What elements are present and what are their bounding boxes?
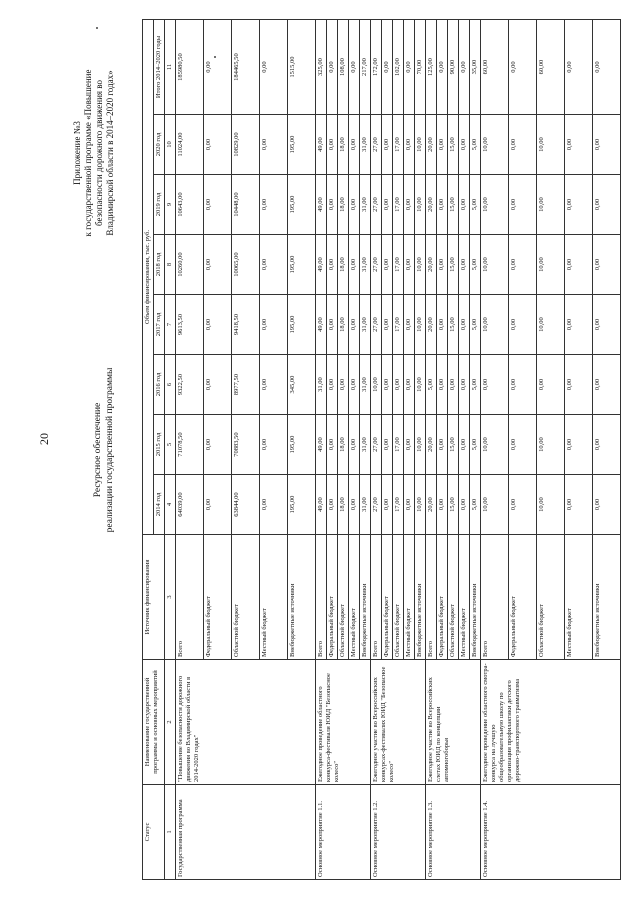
year-value-cell: 5,00 — [470, 415, 481, 475]
total-value-cell: 35,00 — [470, 19, 481, 114]
year-value-cell: 0,00 — [593, 175, 621, 235]
funding-source-cell: Федеральный бюджет — [437, 535, 448, 660]
year-value-cell: 70883,50 — [232, 415, 260, 475]
year-value-cell: 49,00 — [316, 235, 327, 295]
year-value-cell: 10643,00 — [176, 175, 204, 235]
year-value-cell: 0,00 — [382, 115, 393, 175]
year-value-cell: 71078,50 — [176, 415, 204, 475]
year-value-cell: 10,00 — [415, 295, 426, 355]
total-value-cell: 0,00 — [382, 19, 393, 114]
year-value-cell: 0,00 — [382, 235, 393, 295]
year-value-cell: 0,00 — [349, 415, 360, 475]
table-row — [176, 19, 204, 879]
header-year: 2014 год — [154, 475, 165, 535]
total-value-cell: 172,00 — [371, 19, 382, 114]
year-value-cell: 0,00 — [260, 415, 288, 475]
year-value-cell: 195,00 — [288, 295, 316, 355]
year-value-cell: 17,00 — [393, 295, 404, 355]
year-value-cell: 11024,00 — [176, 115, 204, 175]
scan-speck — [96, 27, 98, 29]
year-value-cell: 15,00 — [448, 175, 459, 235]
year-value-cell: 0,00 — [437, 355, 448, 415]
funding-source-cell: Всего — [371, 535, 382, 660]
year-value-cell: 18,00 — [338, 175, 349, 235]
year-value-cell: 0,00 — [509, 235, 537, 295]
resource-table — [142, 19, 621, 880]
program-name-cell: Ежегодное участие во Всероссийских слетах ЮИД по концепции автомногоборья — [426, 660, 481, 785]
rotated-page — [72, 20, 601, 880]
funding-source-cell: Областной бюджет — [537, 535, 565, 660]
year-value-cell: 27,00 — [371, 415, 382, 475]
total-value-cell: 185980,50 — [176, 19, 204, 114]
column-number: 10 — [165, 115, 176, 175]
status-cell: Основное мероприятие 1.3. — [426, 785, 481, 880]
year-value-cell: 0,00 — [565, 475, 593, 535]
year-value-cell: 0,00 — [338, 355, 349, 415]
year-value-cell: 0,00 — [382, 295, 393, 355]
page-number: 20 — [37, 433, 51, 445]
year-value-cell: 0,00 — [437, 175, 448, 235]
year-value-cell: 5,00 — [470, 355, 481, 415]
year-value-cell: 0,00 — [459, 355, 470, 415]
total-value-cell: 0,00 — [404, 19, 415, 114]
table-row — [371, 19, 382, 879]
header-year: Итого 2014–2020 годы — [154, 19, 165, 114]
year-value-cell: 31,00 — [360, 175, 371, 235]
year-value-cell: 31,00 — [360, 355, 371, 415]
status-cell: Основное мероприятие 1.1. — [316, 785, 371, 880]
year-value-cell: 10,00 — [415, 235, 426, 295]
total-value-cell: 1515,00 — [288, 19, 316, 114]
year-value-cell: 0,00 — [509, 355, 537, 415]
year-value-cell: 0,00 — [382, 175, 393, 235]
year-value-cell: 10260,00 — [176, 235, 204, 295]
year-value-cell: 9418,50 — [232, 295, 260, 355]
year-value-cell: 10448,00 — [232, 175, 260, 235]
year-value-cell: 0,00 — [349, 235, 360, 295]
column-number: 4 — [165, 475, 176, 535]
column-number: 5 — [165, 415, 176, 475]
year-value-cell: 0,00 — [327, 295, 338, 355]
program-name-cell: Ежегодное проведение областного смотра-конкурса на лучшую общеобразовательную школу по организации профилактики детского дорожно-транспортного травматизма — [481, 660, 621, 785]
column-number: 2 — [165, 660, 176, 785]
year-value-cell: 0,00 — [509, 175, 537, 235]
year-value-cell: 0,00 — [382, 475, 393, 535]
year-value-cell: 0,00 — [459, 235, 470, 295]
program-name-cell: Ежегодное участие во Всероссийских конкурсах-фестивалях ЮИД "Безопасное колесо" — [371, 660, 426, 785]
year-value-cell: 0,00 — [204, 295, 232, 355]
year-value-cell: 0,00 — [509, 295, 537, 355]
column-number: 8 — [165, 235, 176, 295]
year-value-cell: 15,00 — [448, 475, 459, 535]
year-value-cell: 195,00 — [288, 415, 316, 475]
year-value-cell: 10,00 — [537, 295, 565, 355]
year-value-cell: 0,00 — [260, 115, 288, 175]
year-value-cell: 0,00 — [459, 175, 470, 235]
table-row — [426, 19, 437, 879]
year-value-cell: 20,00 — [426, 115, 437, 175]
year-value-cell: 10,00 — [415, 175, 426, 235]
year-value-cell: 0,00 — [437, 115, 448, 175]
year-value-cell: 27,00 — [371, 295, 382, 355]
year-value-cell: 10,00 — [537, 175, 565, 235]
scan-speck — [214, 56, 216, 58]
year-value-cell: 49,00 — [316, 115, 327, 175]
header-year: 2017 год — [154, 295, 165, 355]
year-value-cell: 0,00 — [437, 295, 448, 355]
year-value-cell: 10829,00 — [232, 115, 260, 175]
year-value-cell: 15,00 — [448, 235, 459, 295]
funding-source-cell: Областной бюджет — [232, 535, 260, 660]
year-value-cell: 0,00 — [565, 355, 593, 415]
year-value-cell: 27,00 — [371, 235, 382, 295]
year-value-cell: 0,00 — [404, 475, 415, 535]
year-value-cell: 20,00 — [426, 475, 437, 535]
year-value-cell: 10,00 — [371, 355, 382, 415]
year-value-cell: 0,00 — [349, 295, 360, 355]
header-year: 2016 год — [154, 355, 165, 415]
year-value-cell: 0,00 — [437, 415, 448, 475]
funding-source-cell: Местный бюджет — [459, 535, 470, 660]
total-value-cell: 217,00 — [360, 19, 371, 114]
year-value-cell: 0,00 — [204, 415, 232, 475]
funding-source-cell: Местный бюджет — [565, 535, 593, 660]
total-value-cell: 60,00 — [537, 19, 565, 114]
total-value-cell: 0,00 — [565, 19, 593, 114]
appendix-line-2: к государственной программе «Повышение — [83, 69, 93, 237]
year-value-cell: 17,00 — [393, 235, 404, 295]
year-value-cell: 5,00 — [426, 355, 437, 415]
year-value-cell: 0,00 — [382, 415, 393, 475]
year-value-cell: 20,00 — [426, 415, 437, 475]
year-value-cell: 0,00 — [349, 115, 360, 175]
column-number: 9 — [165, 175, 176, 235]
year-value-cell: 10,00 — [481, 235, 509, 295]
header-year: 2015 год — [154, 415, 165, 475]
year-value-cell: 31,00 — [360, 415, 371, 475]
year-value-cell: 63844,00 — [232, 475, 260, 535]
header-status: Статус — [143, 785, 165, 880]
year-value-cell: 0,00 — [260, 355, 288, 415]
year-value-cell: 9322,50 — [176, 355, 204, 415]
funding-source-cell: Внебюджетные источники — [288, 535, 316, 660]
year-value-cell: 0,00 — [593, 295, 621, 355]
year-value-cell: 31,00 — [316, 355, 327, 415]
year-value-cell: 0,00 — [565, 295, 593, 355]
year-value-cell: 27,00 — [371, 115, 382, 175]
year-value-cell: 0,00 — [260, 175, 288, 235]
year-value-cell: 0,00 — [260, 475, 288, 535]
document-title — [92, 20, 116, 880]
year-value-cell: 10,00 — [481, 175, 509, 235]
year-value-cell: 9613,50 — [176, 295, 204, 355]
status-cell: Основное мероприятие 1.4. — [481, 785, 621, 880]
year-value-cell: 31,00 — [360, 295, 371, 355]
year-value-cell: 10,00 — [537, 475, 565, 535]
year-value-cell: 17,00 — [393, 175, 404, 235]
title-line-2: реализации государственной программы — [105, 367, 115, 533]
year-value-cell: 0,00 — [593, 475, 621, 535]
year-value-cell: 10,00 — [481, 115, 509, 175]
year-value-cell: 195,00 — [288, 115, 316, 175]
header-name: Наименование государственной программы и основных мероприятий — [143, 660, 165, 785]
funding-source-cell: Федеральный бюджет — [509, 535, 537, 660]
year-value-cell: 18,00 — [338, 295, 349, 355]
year-value-cell: 15,00 — [448, 415, 459, 475]
total-value-cell: 325,00 — [316, 19, 327, 114]
year-value-cell: 49,00 — [316, 295, 327, 355]
funding-source-cell: Всего — [176, 535, 204, 660]
year-value-cell: 0,00 — [204, 175, 232, 235]
year-value-cell: 0,00 — [565, 115, 593, 175]
funding-source-cell: Федеральный бюджет — [382, 535, 393, 660]
year-value-cell: 18,00 — [338, 115, 349, 175]
year-value-cell: 0,00 — [459, 295, 470, 355]
year-value-cell: 0,00 — [404, 115, 415, 175]
year-value-cell: 0,00 — [537, 355, 565, 415]
year-value-cell: 49,00 — [316, 475, 327, 535]
year-value-cell: 10,00 — [415, 415, 426, 475]
year-value-cell: 0,00 — [509, 415, 537, 475]
year-value-cell: 20,00 — [426, 175, 437, 235]
funding-source-cell: Областной бюджет — [393, 535, 404, 660]
year-value-cell: 27,00 — [371, 175, 382, 235]
column-number: 11 — [165, 19, 176, 114]
total-value-cell: 0,00 — [459, 19, 470, 114]
column-number: 7 — [165, 295, 176, 355]
total-value-cell: 0,00 — [327, 19, 338, 114]
header-year: 2018 год — [154, 235, 165, 295]
year-value-cell: 0,00 — [204, 355, 232, 415]
column-number: 3 — [165, 535, 176, 660]
year-value-cell: 0,00 — [593, 415, 621, 475]
year-value-cell: 5,00 — [470, 475, 481, 535]
header-source: Источник финансирования — [143, 535, 165, 660]
year-value-cell: 0,00 — [448, 355, 459, 415]
year-value-cell: 18,00 — [338, 235, 349, 295]
year-value-cell: 31,00 — [360, 235, 371, 295]
year-value-cell: 195,00 — [288, 175, 316, 235]
year-value-cell: 49,00 — [316, 175, 327, 235]
column-number: 1 — [165, 785, 176, 880]
year-value-cell: 0,00 — [593, 115, 621, 175]
total-value-cell: 0,00 — [437, 19, 448, 114]
year-value-cell: 0,00 — [437, 235, 448, 295]
year-value-cell: 0,00 — [565, 235, 593, 295]
year-value-cell: 27,00 — [371, 475, 382, 535]
year-value-cell: 0,00 — [404, 415, 415, 475]
appendix-line-1: Приложение №3 — [72, 121, 82, 185]
year-value-cell: 31,00 — [360, 115, 371, 175]
total-value-cell: 60,00 — [481, 19, 509, 114]
funding-source-cell: Местный бюджет — [349, 535, 360, 660]
total-value-cell: 0,00 — [260, 19, 288, 114]
year-value-cell: 10,00 — [415, 355, 426, 415]
year-value-cell: 5,00 — [470, 295, 481, 355]
year-value-cell: 0,00 — [382, 355, 393, 415]
table-row — [316, 19, 327, 879]
year-value-cell: 5,00 — [470, 175, 481, 235]
year-value-cell: 0,00 — [593, 235, 621, 295]
year-value-cell: 195,00 — [288, 475, 316, 535]
program-name-cell: Ежегодное проведение областного конкурса-фестиваля ЮИД "Безопасное колесо" — [316, 660, 371, 785]
funding-source-cell: Внебюджетные источники — [360, 535, 371, 660]
total-value-cell: 70,00 — [415, 19, 426, 114]
year-value-cell: 17,00 — [393, 415, 404, 475]
total-value-cell: 184465,50 — [232, 19, 260, 114]
year-value-cell: 0,00 — [204, 235, 232, 295]
year-value-cell: 0,00 — [565, 415, 593, 475]
header-year: 2020 год — [154, 115, 165, 175]
year-value-cell: 0,00 — [404, 355, 415, 415]
year-value-cell: 0,00 — [349, 175, 360, 235]
year-value-cell: 0,00 — [459, 415, 470, 475]
title-line-1: Ресурсное обеспечение — [93, 402, 103, 498]
funding-source-cell: Внебюджетные источники — [415, 535, 426, 660]
year-value-cell: 0,00 — [327, 355, 338, 415]
funding-source-cell: Местный бюджет — [260, 535, 288, 660]
funding-source-cell: Всего — [481, 535, 509, 660]
appendix-line-3: безопасности дорожного движения во — [94, 80, 104, 226]
year-value-cell: 0,00 — [327, 475, 338, 535]
year-value-cell: 0,00 — [349, 475, 360, 535]
year-value-cell: 0,00 — [593, 355, 621, 415]
total-value-cell: 0,00 — [349, 19, 360, 114]
year-value-cell: 10,00 — [537, 415, 565, 475]
year-value-cell: 0,00 — [260, 295, 288, 355]
year-value-cell: 0,00 — [327, 415, 338, 475]
year-value-cell: 10,00 — [537, 115, 565, 175]
funding-source-cell: Областной бюджет — [338, 535, 349, 660]
total-value-cell: 0,00 — [593, 19, 621, 114]
year-value-cell: 0,00 — [404, 175, 415, 235]
year-value-cell: 10,00 — [481, 295, 509, 355]
year-value-cell: 0,00 — [404, 295, 415, 355]
year-value-cell: 0,00 — [459, 475, 470, 535]
year-value-cell: 195,00 — [288, 235, 316, 295]
year-value-cell: 10,00 — [537, 235, 565, 295]
header-funding-group: Объем финансирования, тыс. руб. — [143, 19, 154, 534]
year-value-cell: 10,00 — [415, 475, 426, 535]
year-value-cell: 18,00 — [338, 475, 349, 535]
year-value-cell: 0,00 — [509, 115, 537, 175]
year-value-cell: 20,00 — [426, 295, 437, 355]
year-value-cell: 0,00 — [204, 115, 232, 175]
year-value-cell: 0,00 — [260, 235, 288, 295]
year-value-cell: 5,00 — [470, 115, 481, 175]
header-year: 2019 год — [154, 175, 165, 235]
status-cell: Государственная программа — [176, 785, 316, 880]
year-value-cell: 345,00 — [288, 355, 316, 415]
year-value-cell: 0,00 — [565, 175, 593, 235]
year-value-cell: 10,00 — [481, 475, 509, 535]
year-value-cell: 0,00 — [327, 235, 338, 295]
year-value-cell: 0,00 — [349, 355, 360, 415]
year-value-cell: 0,00 — [404, 235, 415, 295]
year-value-cell: 15,00 — [448, 115, 459, 175]
column-number: 6 — [165, 355, 176, 415]
funding-source-cell: Всего — [316, 535, 327, 660]
funding-source-cell: Областной бюджет — [448, 535, 459, 660]
year-value-cell: 20,00 — [426, 235, 437, 295]
total-value-cell: 108,00 — [338, 19, 349, 114]
appendix-line-4: Владимирской области в 2014–2020 годах» — [105, 70, 115, 236]
year-value-cell: 0,00 — [204, 475, 232, 535]
year-value-cell: 0,00 — [327, 115, 338, 175]
funding-source-cell: Федеральный бюджет — [204, 535, 232, 660]
year-value-cell: 17,00 — [393, 475, 404, 535]
funding-source-cell: Местный бюджет — [404, 535, 415, 660]
year-value-cell: 8977,50 — [232, 355, 260, 415]
program-name-cell: "Повышение безопасности дорожного движения во Владимирской области в 2014-2020 годах" — [176, 660, 316, 785]
year-value-cell: 0,00 — [481, 355, 509, 415]
year-value-cell: 5,00 — [470, 235, 481, 295]
year-value-cell: 0,00 — [509, 475, 537, 535]
year-value-cell: 17,00 — [393, 115, 404, 175]
year-value-cell: 0,00 — [393, 355, 404, 415]
year-value-cell: 18,00 — [338, 415, 349, 475]
total-value-cell: 90,00 — [448, 19, 459, 114]
total-value-cell: 125,00 — [426, 19, 437, 114]
table-row — [481, 19, 509, 879]
funding-source-cell: Федеральный бюджет — [327, 535, 338, 660]
total-value-cell: 102,00 — [393, 19, 404, 114]
funding-source-cell: Внебюджетные источники — [470, 535, 481, 660]
year-value-cell: 10,00 — [415, 115, 426, 175]
year-value-cell: 0,00 — [459, 115, 470, 175]
year-value-cell: 31,00 — [360, 475, 371, 535]
status-cell: Основное мероприятие 1.2. — [371, 785, 426, 880]
year-value-cell: 0,00 — [327, 175, 338, 235]
funding-source-cell: Внебюджетные источники — [593, 535, 621, 660]
year-value-cell: 0,00 — [437, 475, 448, 535]
year-value-cell: 10065,00 — [232, 235, 260, 295]
funding-source-cell: Всего — [426, 535, 437, 660]
total-value-cell: 0,00 — [204, 19, 232, 114]
year-value-cell: 64039,00 — [176, 475, 204, 535]
year-value-cell: 49,00 — [316, 415, 327, 475]
year-value-cell: 10,00 — [481, 415, 509, 475]
total-value-cell: 0,00 — [509, 19, 537, 114]
year-value-cell: 15,00 — [448, 295, 459, 355]
